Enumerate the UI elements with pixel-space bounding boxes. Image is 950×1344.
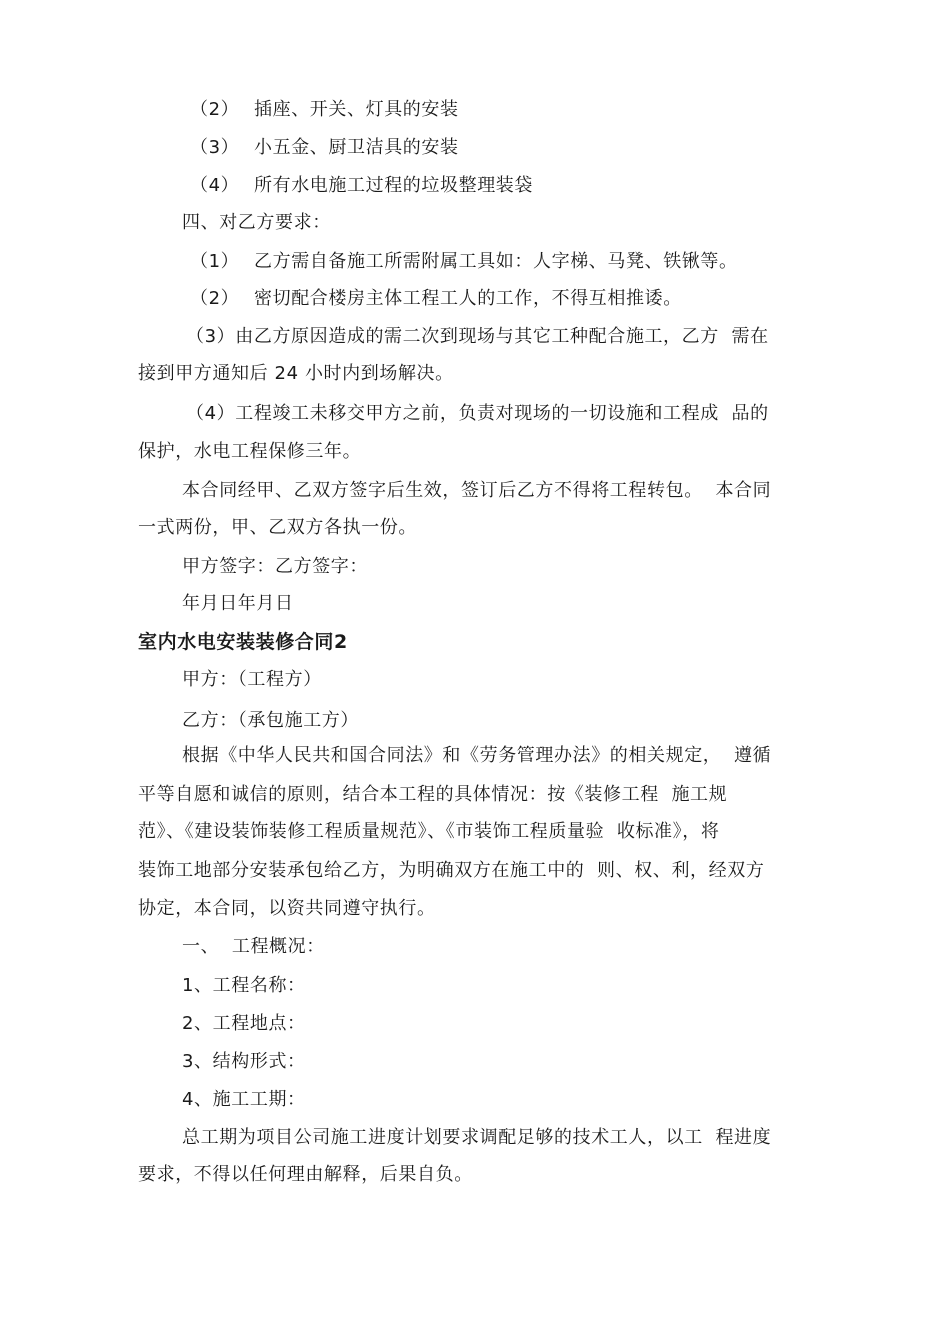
paragraph-line: 协定，本合同，以资共同遵守执行。 [138,898,436,919]
item-marker: （1） [190,251,240,272]
paragraph-line: 一式两份，甲、乙双方各执一份。 [138,517,417,538]
item-text: 所有水电施工过程的垃圾整理装袋 [254,175,533,196]
item-marker: （3） [190,137,240,158]
item-marker: （2） [190,99,240,120]
paragraph-line: 接到甲方通知后 24 小时内到场解决。 [138,363,454,384]
signature-line: 甲方签字：乙方签字： [182,556,368,577]
paragraph-line: 要求，不得以任何理由解释，后果自负。 [138,1164,473,1185]
paragraph-line: 装饰工地部分安装承包给乙方，为明确双方在施工中的 则、权、利，经双方 [138,860,765,881]
list-item: 2、工程地点： [182,1013,306,1034]
section-heading: 四、对乙方要求： [182,212,331,233]
paragraph-line: （3）由乙方原因造成的需二次到现场与其它工种配合施工，乙方 需在 [186,326,769,347]
list-item: 1、工程名称： [182,975,306,996]
list-item [190,174,533,198]
item-marker: （4） [190,175,240,196]
list-item: 3、结构形式： [182,1051,306,1072]
paragraph-line: 总工期为项目公司施工进度计划要求调配足够的技术工人，以工 程进度 [182,1127,772,1148]
list-item [190,98,459,122]
item-marker: （2） [190,288,240,309]
paragraph-line: （4）工程竣工未移交甲方之前，负责对现场的一切设施和工程成 品的 [186,403,769,424]
contract-title: 室内水电安装装修合同2 [138,631,348,653]
paragraph-line: 平等自愿和诚信的原则，结合本工程的具体情况：按《装修工程 施工规 [138,784,728,805]
paragraph-line: 根据《中华人民共和国合同法》和《劳务管理办法》的相关规定， 遵循 [182,745,772,766]
date-line: 年月日年月日 [182,593,294,614]
party-a: 甲方：（工程方） [182,669,322,690]
section-heading: 一、 工程概况： [182,936,325,957]
item-text: 小五金、厨卫洁具的安装 [254,137,459,158]
list-item [190,287,682,311]
item-text: 插座、开关、灯具的安装 [254,99,459,120]
paragraph-line: 保护，水电工程保修三年。 [138,441,362,462]
list-item [190,250,738,274]
list-item [190,136,459,160]
item-text: 密切配合楼房主体工程工人的工作，不得互相推诿。 [254,288,682,309]
party-b: 乙方：（承包施工方） [182,710,359,731]
list-item: 4、施工工期： [182,1089,306,1110]
item-text: 乙方需自备施工所需附属工具如：人字梯、马凳、铁锹等。 [254,251,738,272]
paragraph-line: 本合同经甲、乙双方签字后生效，签订后乙方不得将工程转包。 本合同 [182,480,772,501]
paragraph-line: 范》、《建设装饰装修工程质量规范》、《市装饰工程质量验 收标准》，将 [138,821,720,842]
